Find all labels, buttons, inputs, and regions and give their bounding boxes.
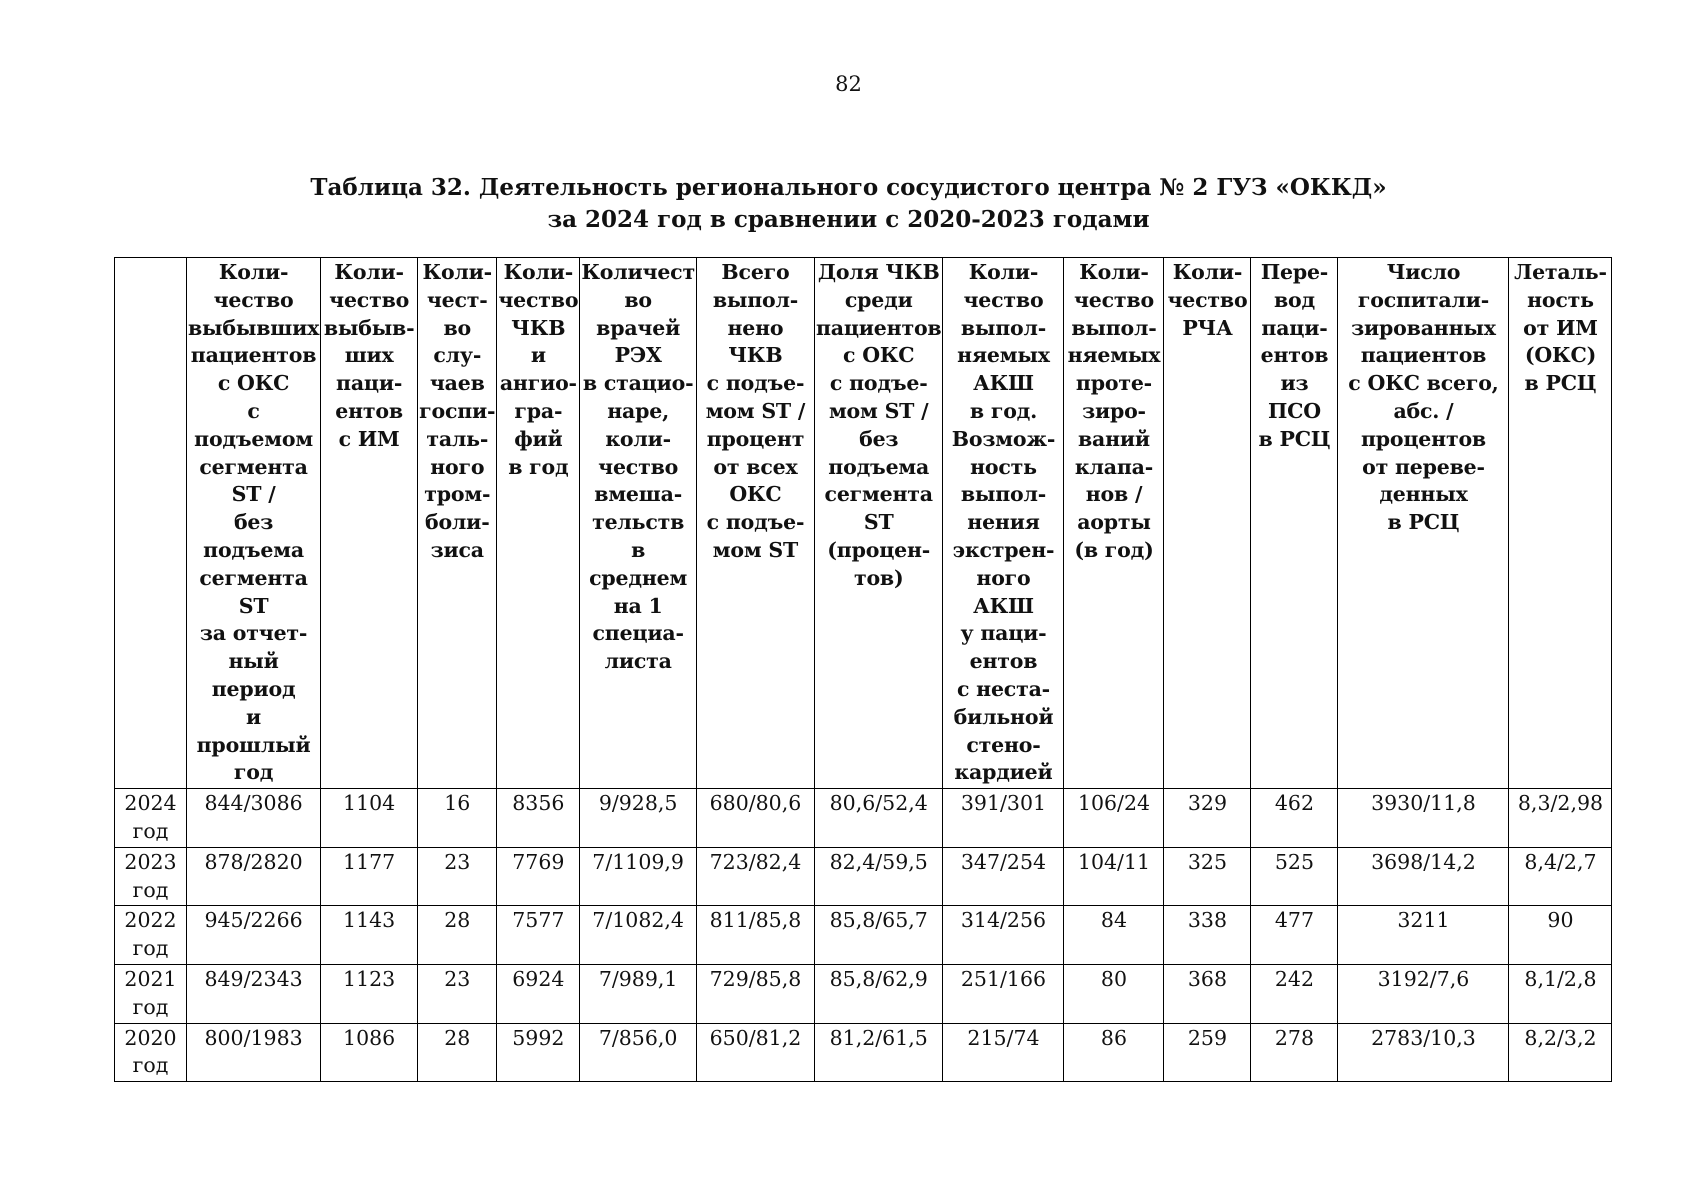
cell-pci-total: 729/85,8 — [696, 964, 814, 1023]
cell-pso-transfer: 525 — [1251, 847, 1338, 906]
table-row — [115, 847, 1612, 906]
cell-im-discharged: 1177 — [321, 847, 418, 906]
table-title-line-2: за 2024 год в сравнении с 2020-2023 годами — [547, 206, 1150, 233]
cell-year: 2021 год — [115, 964, 187, 1023]
cell-hospitalized: 3698/14,2 — [1338, 847, 1509, 906]
header-cell-im-discharged: Коли- чество выбыв- ших паци- ентов с ИМ — [321, 258, 418, 789]
cell-valve-prosthetics: 80 — [1064, 964, 1164, 1023]
header-cell-lethality: Леталь- ность от ИМ (ОКС) в РСЦ — [1509, 258, 1612, 789]
cell-pci-angiography: 7577 — [497, 906, 580, 965]
cell-pci-share: 81,2/61,5 — [814, 1023, 943, 1082]
header-cell-rekh-doctors: Количест во врачей РЭХ в стацио- наре, коли- чество вмеша- тельств в среднем на 1 специа- листа — [580, 258, 697, 789]
cell-pso-transfer: 477 — [1251, 906, 1338, 965]
header-cell-hospitalized: Число госпитали- зированных пациентов с ОКС всего, абс. / процентов от переве- денных в РСЦ — [1338, 258, 1509, 789]
cell-pci-share: 82,4/59,5 — [814, 847, 943, 906]
table-row — [115, 964, 1612, 1023]
cell-oks-discharged: 878/2820 — [187, 847, 321, 906]
cell-oks-discharged: 945/2266 — [187, 906, 321, 965]
cell-rekh-doctors: 7/989,1 — [580, 964, 697, 1023]
cell-valve-prosthetics: 104/11 — [1064, 847, 1164, 906]
header-cell-oks-discharged: Коли- чество выбывших пациентов с ОКС с подъемом сегмента ST / без подъема сегмента ST за отчет- ный период и прошлый год — [187, 258, 321, 789]
cell-lethality: 8,3/2,98 — [1509, 789, 1612, 848]
cell-year: 2020 год — [115, 1023, 187, 1082]
cell-thrombolysis: 23 — [418, 964, 497, 1023]
cell-cabg: 251/166 — [943, 964, 1064, 1023]
cell-pci-angiography: 7769 — [497, 847, 580, 906]
cell-rfa: 325 — [1164, 847, 1251, 906]
table-row — [115, 906, 1612, 965]
cell-pso-transfer: 242 — [1251, 964, 1338, 1023]
cell-rfa: 259 — [1164, 1023, 1251, 1082]
cell-rfa: 338 — [1164, 906, 1251, 965]
cell-thrombolysis: 16 — [418, 789, 497, 848]
cell-hospitalized: 3211 — [1338, 906, 1509, 965]
cell-rekh-doctors: 9/928,5 — [580, 789, 697, 848]
cell-cabg: 314/256 — [943, 906, 1064, 965]
header-cell-year — [115, 258, 187, 789]
header-cell-thrombolysis: Коли- чест- во слу- чаев госпи- таль- ного тром- боли- зиса — [418, 258, 497, 789]
cell-pci-total: 650/81,2 — [696, 1023, 814, 1082]
table-row — [115, 1023, 1612, 1082]
cell-im-discharged: 1086 — [321, 1023, 418, 1082]
cell-valve-prosthetics: 84 — [1064, 906, 1164, 965]
cell-rekh-doctors: 7/1109,9 — [580, 847, 697, 906]
header-row — [115, 258, 1612, 789]
cell-lethality: 8,2/3,2 — [1509, 1023, 1612, 1082]
cell-oks-discharged: 849/2343 — [187, 964, 321, 1023]
cell-oks-discharged: 800/1983 — [187, 1023, 321, 1082]
table-row — [115, 789, 1612, 848]
cell-im-discharged: 1123 — [321, 964, 418, 1023]
cell-pci-angiography: 5992 — [497, 1023, 580, 1082]
cell-rekh-doctors: 7/1082,4 — [580, 906, 697, 965]
header-cell-pci-total: Всего выпол- нено ЧКВ с подъе- мом ST / процент от всех ОКС с подъе- мом ST — [696, 258, 814, 789]
cell-lethality: 90 — [1509, 906, 1612, 965]
cell-pci-total: 680/80,6 — [696, 789, 814, 848]
cell-cabg: 215/74 — [943, 1023, 1064, 1082]
table-title-line-1: Таблица 32. Деятельность регионального сосудистого центра № 2 ГУЗ «ОККД» — [310, 174, 1387, 201]
page-number: 82 — [835, 72, 862, 96]
table-title — [0, 172, 1697, 236]
cell-hospitalized: 3192/7,6 — [1338, 964, 1509, 1023]
cell-pso-transfer: 462 — [1251, 789, 1338, 848]
cell-pci-total: 811/85,8 — [696, 906, 814, 965]
cell-thrombolysis: 23 — [418, 847, 497, 906]
cell-pci-share: 85,8/62,9 — [814, 964, 943, 1023]
cell-im-discharged: 1143 — [321, 906, 418, 965]
cell-cabg: 347/254 — [943, 847, 1064, 906]
cell-lethality: 8,1/2,8 — [1509, 964, 1612, 1023]
cell-pci-total: 723/82,4 — [696, 847, 814, 906]
activity-table — [114, 257, 1612, 1082]
cell-lethality: 8,4/2,7 — [1509, 847, 1612, 906]
cell-thrombolysis: 28 — [418, 1023, 497, 1082]
cell-hospitalized: 2783/10,3 — [1338, 1023, 1509, 1082]
cell-valve-prosthetics: 106/24 — [1064, 789, 1164, 848]
cell-pci-share: 85,8/65,7 — [814, 906, 943, 965]
cell-cabg: 391/301 — [943, 789, 1064, 848]
header-cell-rfa: Коли- чество РЧА — [1164, 258, 1251, 789]
header-cell-cabg: Коли- чество выпол- няемых АКШ в год. Возмож- ность выпол- нения экстрен- ного АКШ у паци- ентов с неста- бильной стено- кардией — [943, 258, 1064, 789]
header-cell-pci-share: Доля ЧКВ среди пациентов с ОКС с подъе- мом ST / без подъема сегмента ST (процен- тов) — [814, 258, 943, 789]
header-cell-pso-transfer: Пере- вод паци- ентов из ПСО в РСЦ — [1251, 258, 1338, 789]
cell-pso-transfer: 278 — [1251, 1023, 1338, 1082]
cell-oks-discharged: 844/3086 — [187, 789, 321, 848]
cell-thrombolysis: 28 — [418, 906, 497, 965]
cell-im-discharged: 1104 — [321, 789, 418, 848]
cell-pci-angiography: 6924 — [497, 964, 580, 1023]
cell-rfa: 368 — [1164, 964, 1251, 1023]
cell-year: 2022 год — [115, 906, 187, 965]
cell-rfa: 329 — [1164, 789, 1251, 848]
cell-pci-share: 80,6/52,4 — [814, 789, 943, 848]
cell-valve-prosthetics: 86 — [1064, 1023, 1164, 1082]
cell-year: 2023 год — [115, 847, 187, 906]
table-body — [115, 789, 1612, 1082]
header-cell-valve-prosthetics: Коли- чество выпол- няемых проте- зиро- ваний клапа- нов / аорты (в год) — [1064, 258, 1164, 789]
cell-rekh-doctors: 7/856,0 — [580, 1023, 697, 1082]
cell-hospitalized: 3930/11,8 — [1338, 789, 1509, 848]
cell-year: 2024 год — [115, 789, 187, 848]
header-cell-pci-angiography: Коли- чество ЧКВ и ангио- гра- фий в год — [497, 258, 580, 789]
cell-pci-angiography: 8356 — [497, 789, 580, 848]
